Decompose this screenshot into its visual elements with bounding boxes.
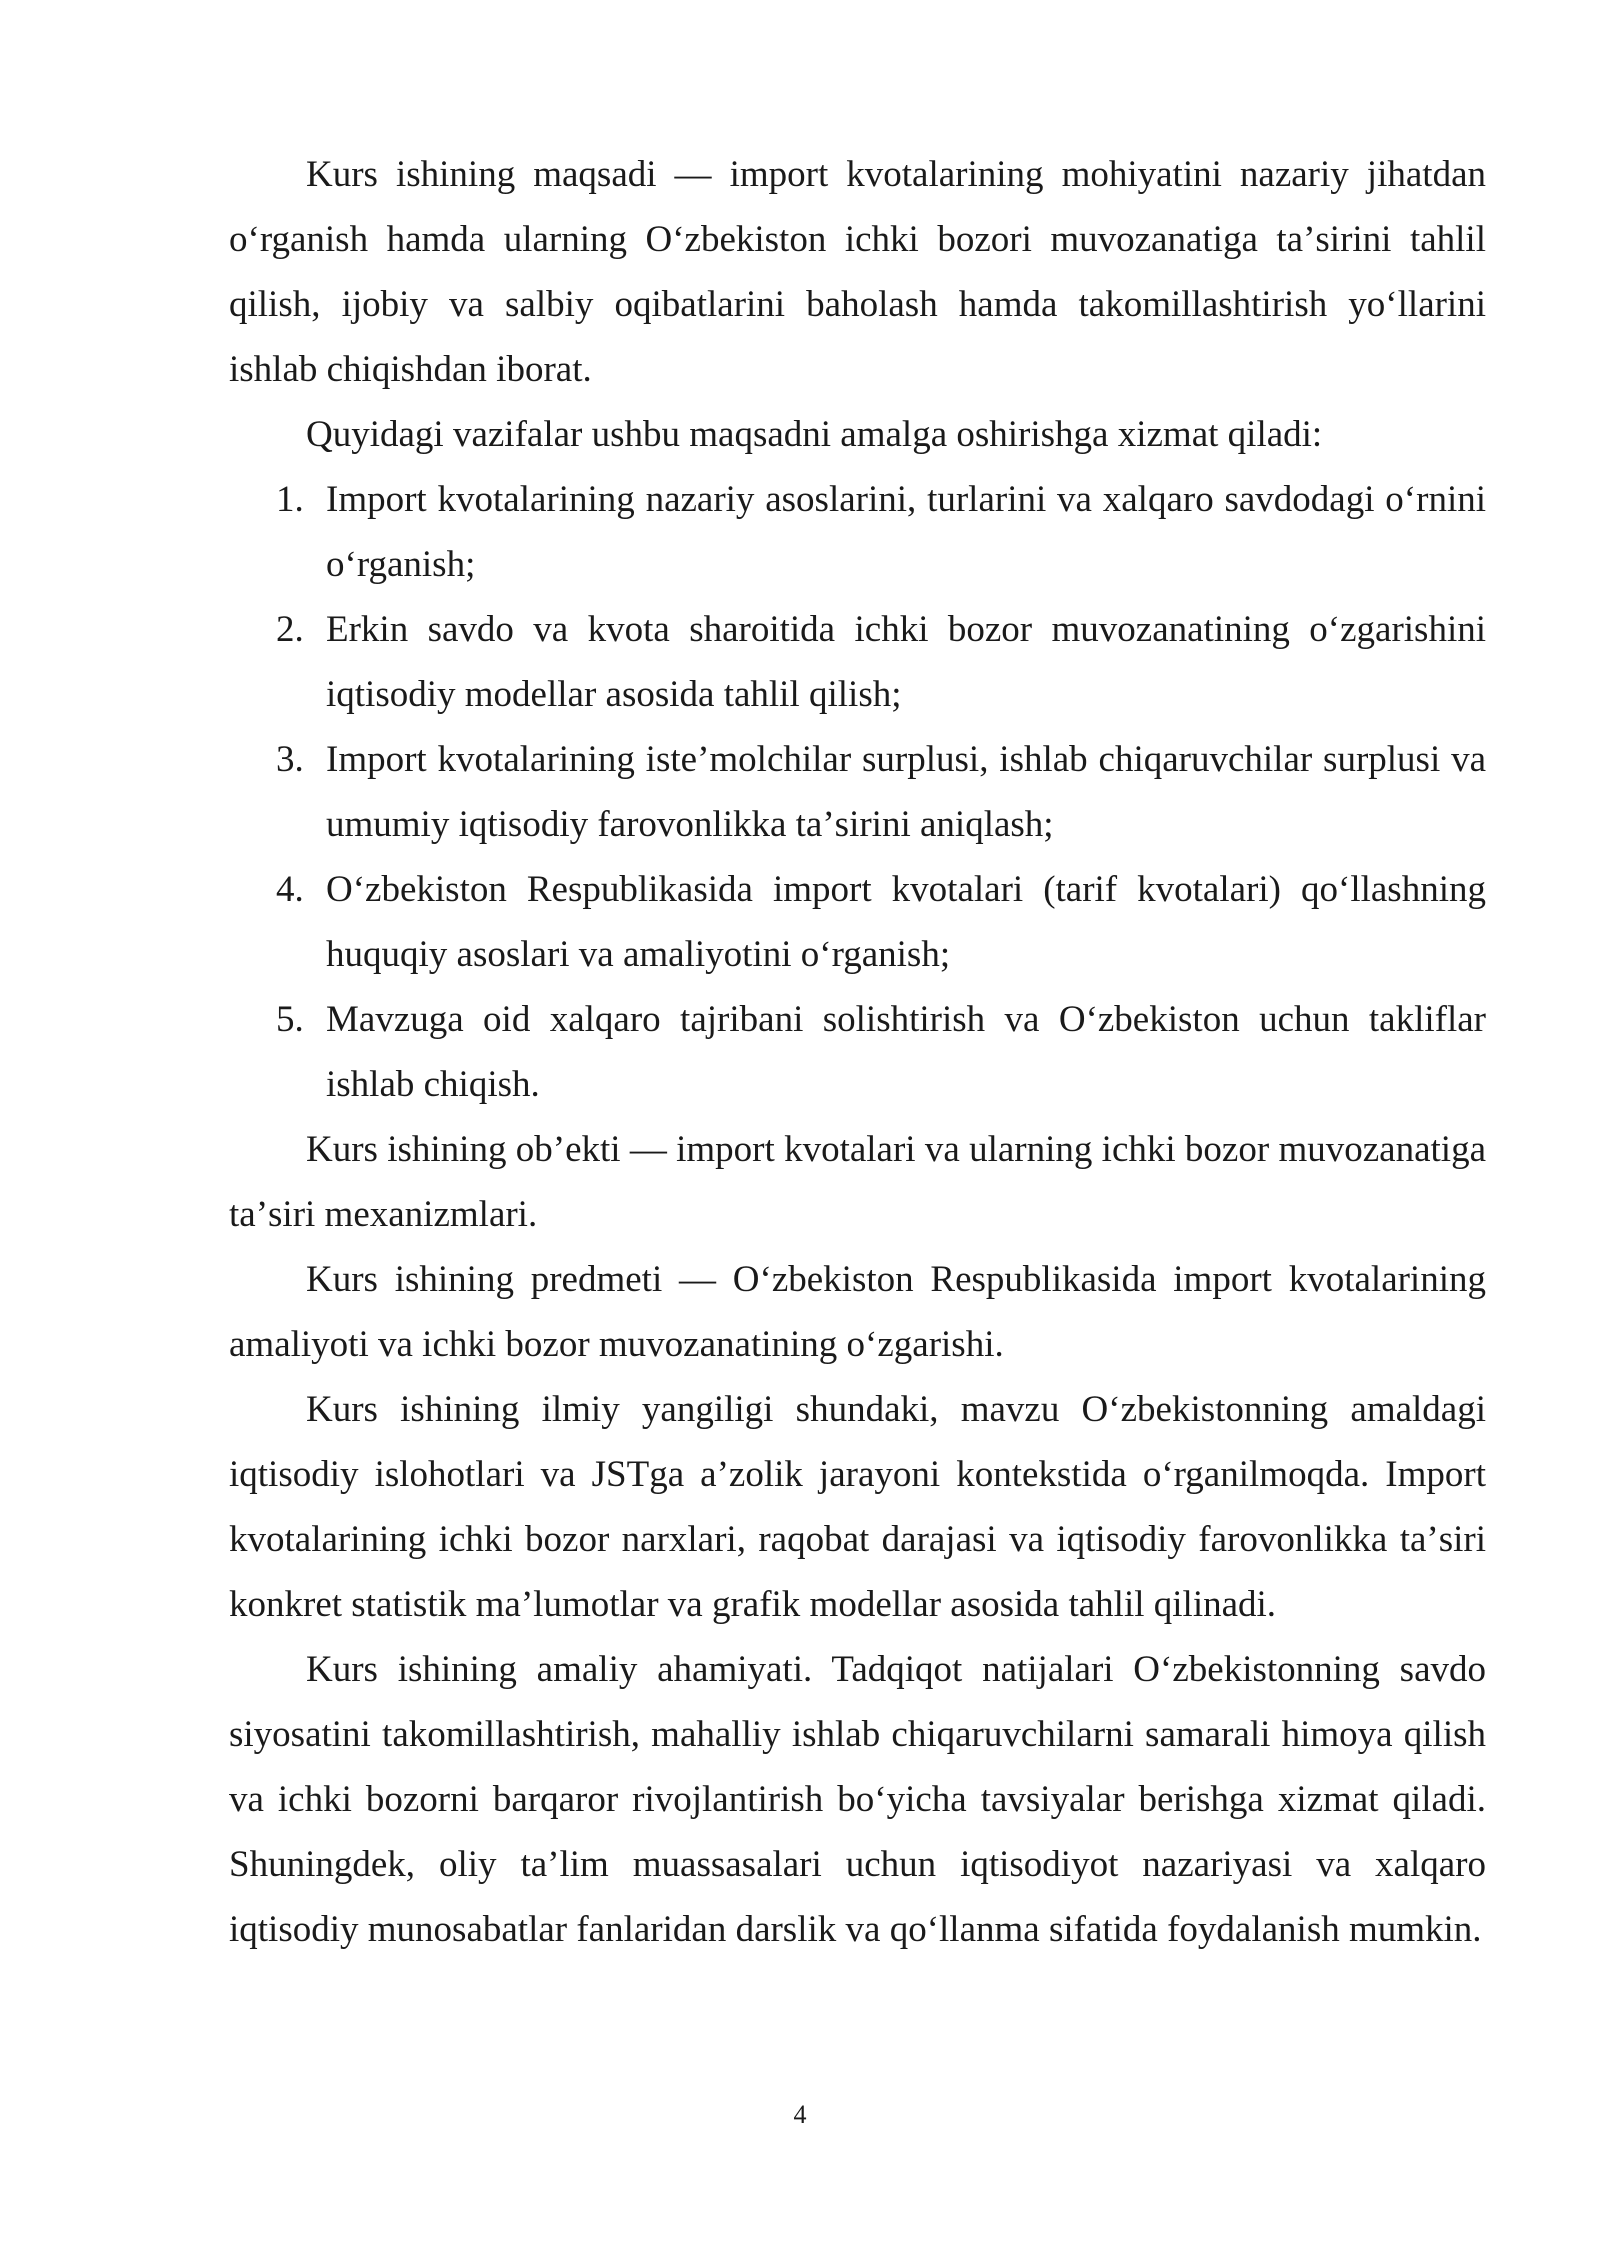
list-item-text: Import kvotalarining nazariy asoslarini, turlarini va xalqaro savdodagi oʻrnini oʻrganish; (326, 479, 1486, 585)
document-page (229, 142, 1486, 1962)
paragraph-tasks-intro: Quyidagi vazifalar ushbu maqsadni amalga oshirishga xizmat qiladi: (306, 414, 1323, 455)
list-item-number: 2. (276, 609, 304, 650)
list-item-text: Import kvotalarining isteʼmolchilar surplusi, ishlab chiqaruvchilar surplusi va umumiy iqtisodiy farovonlikka taʼsirini aniqlash; (326, 739, 1486, 845)
list-item-text: Erkin savdo va kvota sharoitida ichki bozor muvozanatining oʻzgarishini iqtisodiy modellar asosida tahlil qilish; (326, 609, 1486, 715)
list-item (276, 467, 1486, 597)
page-number: 4 (793, 2100, 807, 2129)
list-item-number: 4. (276, 869, 304, 910)
list-item (276, 857, 1486, 987)
list-item (276, 987, 1486, 1117)
list-item-text: Mavzuga oid xalqaro tajribani solishtirish va Oʻzbekiston uchun takliflar ishlab chiqish. (326, 999, 1486, 1105)
list-item-number: 3. (276, 739, 304, 780)
paragraph-novelty: Kurs ishining ilmiy yangiligi shundaki, mavzu Oʻzbekistonning amaldagi iqtisodiy islohotlari va JSTga aʼzolik jarayoni kontekstida oʻrganilmoqda. Import kvotalarining ichki bozor narxlari, raqobat darajasi va iqtisodiy farovonlikka taʼsiri konkret statistik maʼlumotlar va grafik modellar asosida tahlil qilinadi. (229, 1389, 1486, 1625)
list-item-text: Oʻzbekiston Respublikasida import kvotalari (tarif kvotalari) qoʻllashning huquqiy asoslari va amaliyotini oʻrganish; (326, 869, 1486, 975)
tasks-list (229, 467, 1486, 1117)
list-item (276, 727, 1486, 857)
paragraph-goal: Kurs ishining maqsadi — import kvotalarining mohiyatini nazariy jihatdan oʻrganish hamda ularning Oʻzbekiston ichki bozori muvozanatiga taʼsirini tahlil qilish, ijobiy va salbiy oqibatlarini baholash hamda takomillashtirish yoʻllarini ishlab chiqishdan iborat. (229, 154, 1486, 390)
list-item (276, 597, 1486, 727)
list-item-number: 5. (276, 999, 304, 1040)
paragraph-subject: Kurs ishining predmeti — Oʻzbekiston Respublikasida import kvotalarining amaliyoti va ichki bozor muvozanatining oʻzgarishi. (229, 1259, 1486, 1365)
paragraph-practical-value: Kurs ishining amaliy ahamiyati. Tadqiqot natijalari Oʻzbekistonning savdo siyosatini takomillashtirish, mahalliy ishlab chiqaruvchilarni samarali himoya qilish va ichki bozorni barqaror rivojlantirish boʻyicha tavsiyalar berishga xizmat qiladi. Shuningdek, oliy taʼlim muassasalari uchun iqtisodiyot nazariyasi va xalqaro iqtisodiy munosabatlar fanlaridan darslik va qoʻllanma sifatida foydalanish mumkin. (229, 1649, 1486, 1950)
list-item-number: 1. (276, 479, 304, 520)
paragraph-object: Kurs ishining obʼekti — import kvotalari va ularning ichki bozor muvozanatiga taʼsiri mexanizmlari. (229, 1129, 1486, 1235)
